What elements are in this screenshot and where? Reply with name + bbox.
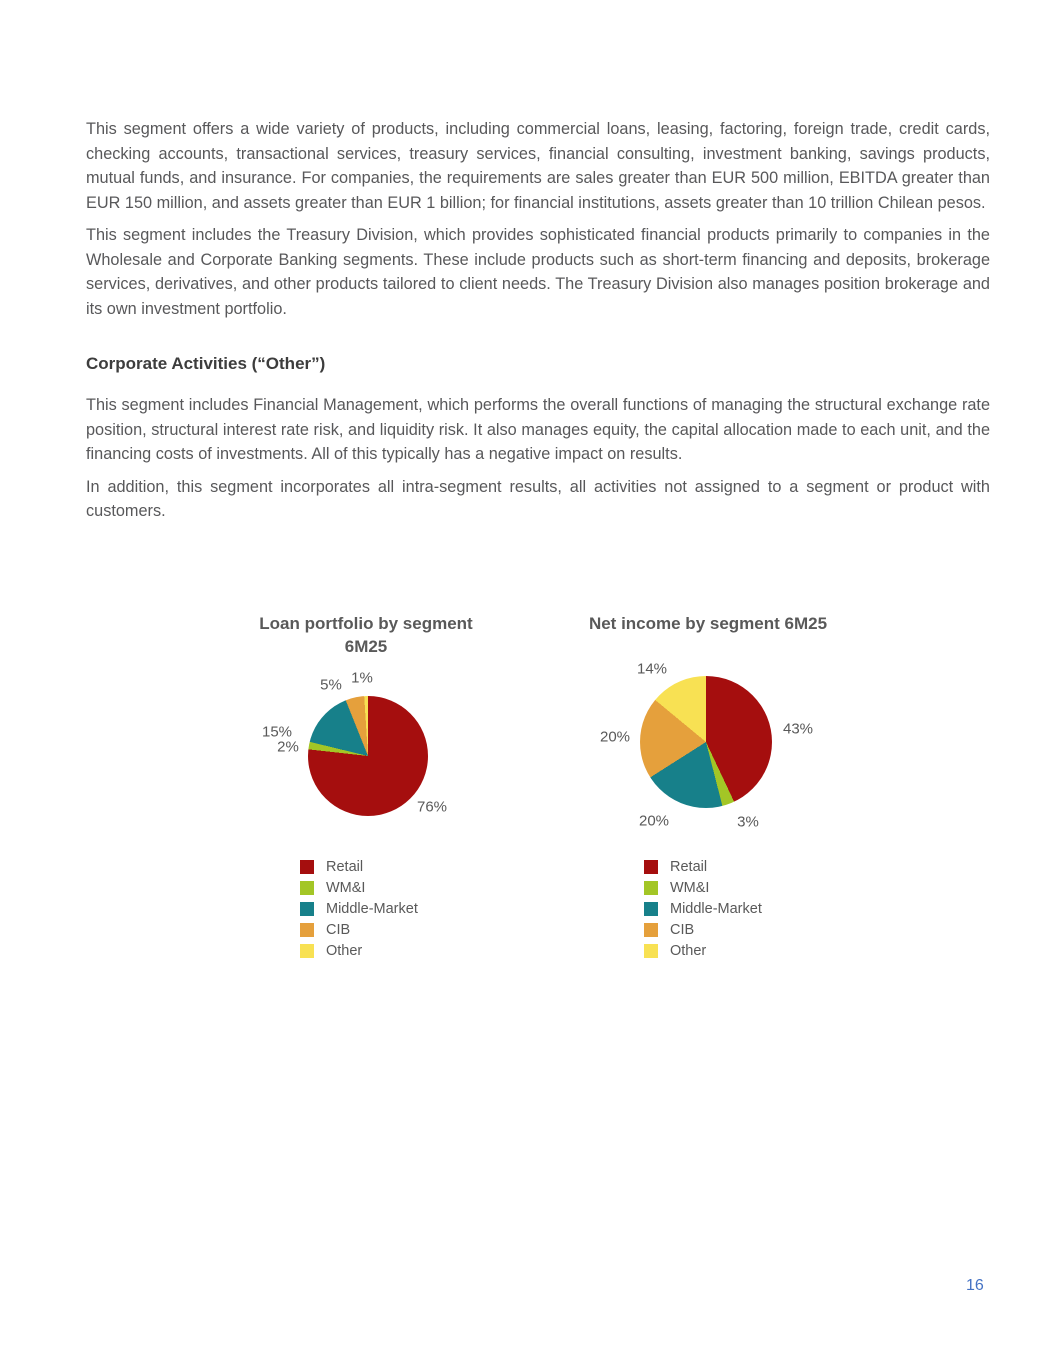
- legend-item-other: [300, 940, 418, 961]
- legend-label: WM&I: [326, 879, 366, 896]
- pie-label-wmi: 2%: [277, 738, 299, 756]
- paragraph-treasury-division: This segment includes the Treasury Division, which provides sophisticated financial products primarily to companies in the Wholesale and Corporate Banking segments. These include products such as short-term financing and deposits, brokerage services, derivatives, and other products tailored to client needs. The Treasury Division also manages position brokerage and its own investment portfolio.: [86, 226, 990, 318]
- legend-label: Other: [326, 942, 363, 959]
- legend-swatch: [644, 902, 658, 916]
- legend-item-other: [644, 940, 762, 961]
- pie-label-retail: 76%: [416, 798, 448, 816]
- net-income-chart: [508, 608, 908, 978]
- legend-swatch: [644, 860, 658, 874]
- pie-label-cib: 5%: [320, 676, 342, 694]
- legend-label: Other: [670, 942, 707, 959]
- legend-item-wmi: [300, 877, 418, 898]
- paragraph-intra-segment: In addition, this segment incorporates all intra-segment results, all activities not assigned to a segment or product with customers.: [86, 477, 990, 520]
- chart-title-loan-portfolio: [166, 612, 566, 658]
- legend-label: Middle-Market: [670, 900, 762, 917]
- paragraph-wholesale-products: This segment offers a wide variety of products, including commercial loans, leasing, factoring, foreign trade, credit cards, checking accounts, transactional services, treasury services, financial consulting, investment banking, savings products, mutual funds, and insurance. For companies, the requirements are sales greater than EUR 500 million, EBITDA greater than EUR 150 million, and assets greater than EUR 1 billion; for financial institutions, assets greater than 10 trillion Chilean pesos.: [86, 120, 990, 212]
- text-content: [86, 117, 990, 532]
- legend-item-cib: [644, 919, 762, 940]
- pie-chart-loan-portfolio: [308, 696, 428, 816]
- legend-label: CIB: [670, 921, 695, 938]
- legend-label: WM&I: [670, 879, 710, 896]
- loan-portfolio-chart: [166, 608, 566, 978]
- paragraph-financial-management: This segment includes Financial Management, which performs the overall functions of managing the structural exchange rate position, structural interest rate risk, and liquidity risk. It also manages equity, the capital allocation made to each unit, and the financing costs of investments. All of this typically has a negative impact on results.: [86, 396, 990, 463]
- chart-title-line: 6M25: [344, 637, 388, 656]
- chart-title-line: Net income by segment 6M25: [588, 614, 828, 633]
- chart-title-line: Loan portfolio by segment: [259, 614, 473, 633]
- pie-chart-net-income: [640, 676, 772, 808]
- pie-label-middle-market: 20%: [638, 812, 670, 830]
- legend-item-retail: [300, 856, 418, 877]
- legend-item-middle-market: [644, 898, 762, 919]
- legend-swatch: [300, 944, 314, 958]
- pie-label-retail: 43%: [782, 720, 814, 738]
- legend-swatch: [300, 902, 314, 916]
- pie-label-cib: 20%: [599, 728, 631, 746]
- legend-swatch: [644, 923, 658, 937]
- legend-label: Retail: [326, 858, 364, 875]
- legend-swatch: [644, 881, 658, 895]
- legend-swatch: [300, 881, 314, 895]
- page-number: 16: [966, 1277, 984, 1294]
- chart-title-net-income: [508, 612, 908, 635]
- legend-swatch: [300, 923, 314, 937]
- legend-swatch: [300, 860, 314, 874]
- legend-item-middle-market: [300, 898, 418, 919]
- pie-label-other: 1%: [351, 669, 373, 687]
- legend-label: Middle-Market: [326, 900, 418, 917]
- legend-item-retail: [644, 856, 762, 877]
- pie-label-middle-market: 15%: [261, 723, 293, 741]
- section-heading-corporate-activities: Corporate Activities (“Other”): [86, 354, 326, 373]
- chart-legend: [300, 856, 418, 961]
- chart-legend: [644, 856, 762, 961]
- legend-label: Retail: [670, 858, 708, 875]
- legend-item-cib: [300, 919, 418, 940]
- pie-label-wmi: 3%: [737, 813, 759, 831]
- legend-item-wmi: [644, 877, 762, 898]
- pie-label-other: 14%: [636, 660, 668, 678]
- legend-label: CIB: [326, 921, 351, 938]
- legend-swatch: [644, 944, 658, 958]
